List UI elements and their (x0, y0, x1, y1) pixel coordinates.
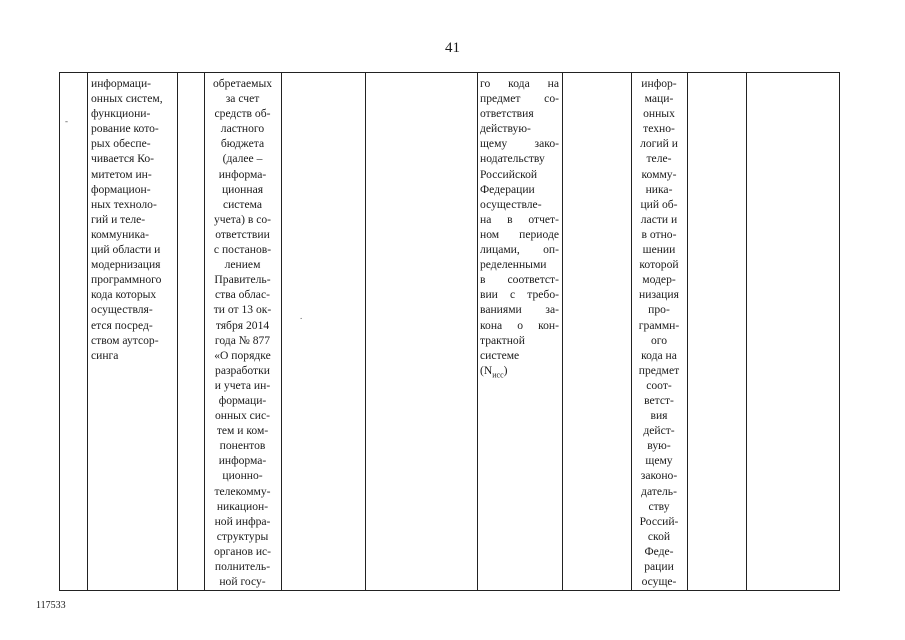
cell-text-line: коммуника- (91, 227, 149, 241)
cell-text-line: лицами, оп- (480, 243, 559, 257)
cell-text-line: никацион- (216, 499, 269, 513)
cell-text-line: ластного (220, 122, 265, 136)
cell-text-line: митетом ин- (91, 167, 152, 181)
cell-text-line: ной инфра- (214, 514, 271, 528)
cell-text-line: ти от 13 ок- (213, 303, 272, 317)
cell-text-line: онных систем, (91, 92, 163, 106)
cell-text-line: ределенными (480, 258, 547, 272)
cell-text-line: в отно- (641, 227, 677, 241)
cell-text-line: ого (650, 333, 668, 347)
cell-text-line: соот- (646, 378, 672, 392)
cell-text-line: тем и ком- (216, 424, 269, 438)
cell-text-line: ской (647, 529, 671, 543)
cell-text-line: онных (643, 107, 675, 121)
cell-text-line: система (222, 197, 263, 211)
cell-text-line: ством аутсор- (91, 333, 159, 347)
cell-text-line: бюджета (220, 137, 265, 151)
table-cell-compliance-check (480, 76, 559, 382)
column-divider (87, 73, 88, 590)
cell-text-line: законо- (640, 469, 678, 483)
cell-text-line: онных сис- (214, 409, 271, 423)
scan-mark: - (65, 116, 68, 126)
cell-text-line: полнитель- (214, 560, 271, 573)
cell-text-line: тября 2014 (215, 318, 270, 332)
cell-text-line: вии с требо- (480, 288, 559, 302)
cell-text-line: ется посред- (91, 318, 153, 332)
cell-text-line: ном периоде (480, 227, 559, 241)
cell-text-line: кода на (641, 348, 677, 362)
column-divider (687, 73, 688, 590)
cell-text-line: формаци- (218, 393, 267, 407)
cell-text-line: предмет со- (480, 92, 559, 106)
column-divider (365, 73, 366, 590)
cell-text-line: инфор- (641, 77, 677, 90)
cell-text-line: синга (91, 348, 119, 362)
cell-text-line: Феде- (644, 544, 674, 558)
cell-text-line: осуществле- (480, 197, 542, 211)
cell-text-line: структуры (216, 529, 269, 543)
cell-text-line: разработки (215, 363, 270, 377)
cell-text-line: обретаемых (212, 77, 273, 90)
cell-text-line: ства облас- (215, 288, 270, 302)
cell-text-line: ветст- (644, 393, 674, 407)
cell-text-line: с постанов- (213, 243, 272, 257)
cell-text-line: техно- (643, 122, 675, 136)
cell-text-line: ваниями за- (480, 303, 559, 317)
cell-text-line: (далее – (222, 152, 263, 166)
cell-text-line: модернизация (91, 258, 161, 272)
cell-text-line: которой (639, 258, 679, 272)
cell-text-line: органов ис- (213, 544, 272, 558)
cell-text-line: системе (480, 348, 520, 362)
cell-text-line: функциони- (91, 107, 151, 121)
cell-text-line: граммн- (638, 318, 680, 332)
document-code: 117533 (36, 600, 66, 611)
table-cell-funding-source (205, 76, 280, 589)
data-table (59, 72, 840, 591)
cell-text-line: понентов (219, 439, 266, 453)
cell-text-line: Федерации (480, 182, 535, 196)
cell-text-line: ству (648, 499, 670, 513)
cell-text-line: щему (645, 454, 673, 468)
cell-text-line: информа- (218, 167, 267, 181)
cell-text-line: за счет (225, 92, 260, 106)
cell-text-line: логий и (640, 137, 678, 151)
cell-text-line: кода которых (91, 288, 157, 302)
cell-text-line: $(N_{исс})$ (480, 363, 508, 380)
cell-text-line: шении (642, 243, 676, 257)
cell-text-line: маци- (644, 92, 674, 106)
cell-text-line: датель- (641, 484, 677, 498)
cell-text-line: учета) в со- (213, 212, 272, 226)
cell-text-line: года № 877 (214, 333, 271, 347)
cell-text-line: формацион- (91, 182, 151, 196)
column-divider (477, 73, 478, 590)
cell-text-line: нодательству (480, 152, 545, 166)
cell-text-line: дейст- (643, 424, 675, 438)
cell-text-line: рации (644, 560, 674, 573)
table-cell-system-description (91, 76, 175, 363)
table-cell-technology-committee (632, 76, 686, 589)
cell-text-line: и учета ин- (214, 378, 271, 392)
cell-text-line: предмет (638, 363, 680, 377)
cell-text-line: ной госу- (219, 575, 266, 589)
cell-text-line: ционная (221, 182, 264, 196)
cell-text-line: модер- (642, 273, 676, 287)
cell-text-line: лением (224, 258, 261, 272)
cell-text-line: рых обеспе- (91, 137, 151, 151)
cell-text-line: трактной (480, 333, 525, 347)
cell-text-line: информа- (218, 454, 267, 468)
cell-text-line: ционно- (222, 469, 263, 483)
cell-text-line: кона о кон- (480, 318, 559, 332)
cell-text-line: Российской (480, 167, 538, 181)
cell-text-line: информаци- (91, 77, 152, 90)
column-divider (177, 73, 178, 590)
cell-text-line: го кода на (480, 77, 559, 90)
subscript-text: исс (492, 370, 504, 380)
cell-text-line: ласти и (640, 212, 678, 226)
cell-text-line: комму- (641, 167, 677, 181)
cell-text-line: теле- (646, 152, 672, 166)
cell-text-line: рование кото- (91, 122, 159, 136)
cell-text-line: ответствия (480, 107, 534, 121)
cell-text-line: ответствии (215, 227, 270, 241)
cell-text-line: ника- (645, 182, 673, 196)
column-divider (746, 73, 747, 590)
cell-text-line: на в отчет- (480, 212, 559, 226)
cell-text-line: низация (639, 288, 679, 302)
cell-text-line: программного (91, 273, 162, 287)
cell-text-line: осуще- (641, 575, 677, 589)
cell-text-line: «О порядке (214, 348, 271, 362)
cell-text-line: Правитель- (214, 273, 271, 287)
cell-text-line: ций об- (640, 197, 678, 211)
cell-text-line: телекомму- (214, 484, 271, 498)
cell-text-line: в соответст- (480, 273, 559, 287)
column-divider (562, 73, 563, 590)
cell-text-line: осуществля- (91, 303, 153, 317)
cell-text-line: Россий- (639, 514, 679, 528)
cell-text-line: про- (648, 303, 670, 317)
column-divider (281, 73, 282, 590)
scan-mark: . (300, 311, 303, 321)
cell-text-line: щему зако- (480, 137, 559, 151)
cell-text-line: вия (650, 409, 668, 423)
cell-text-line: действую- (480, 122, 531, 136)
cell-text-line: средств об- (214, 107, 271, 121)
cell-text-line: вую- (647, 439, 671, 453)
cell-text-line: ных техноло- (91, 197, 157, 211)
cell-text-line: ций области и (91, 243, 161, 257)
cell-text-line: гий и теле- (91, 212, 146, 226)
page-number: 41 (445, 40, 460, 56)
cell-text-line: чивается Ко- (91, 152, 155, 166)
